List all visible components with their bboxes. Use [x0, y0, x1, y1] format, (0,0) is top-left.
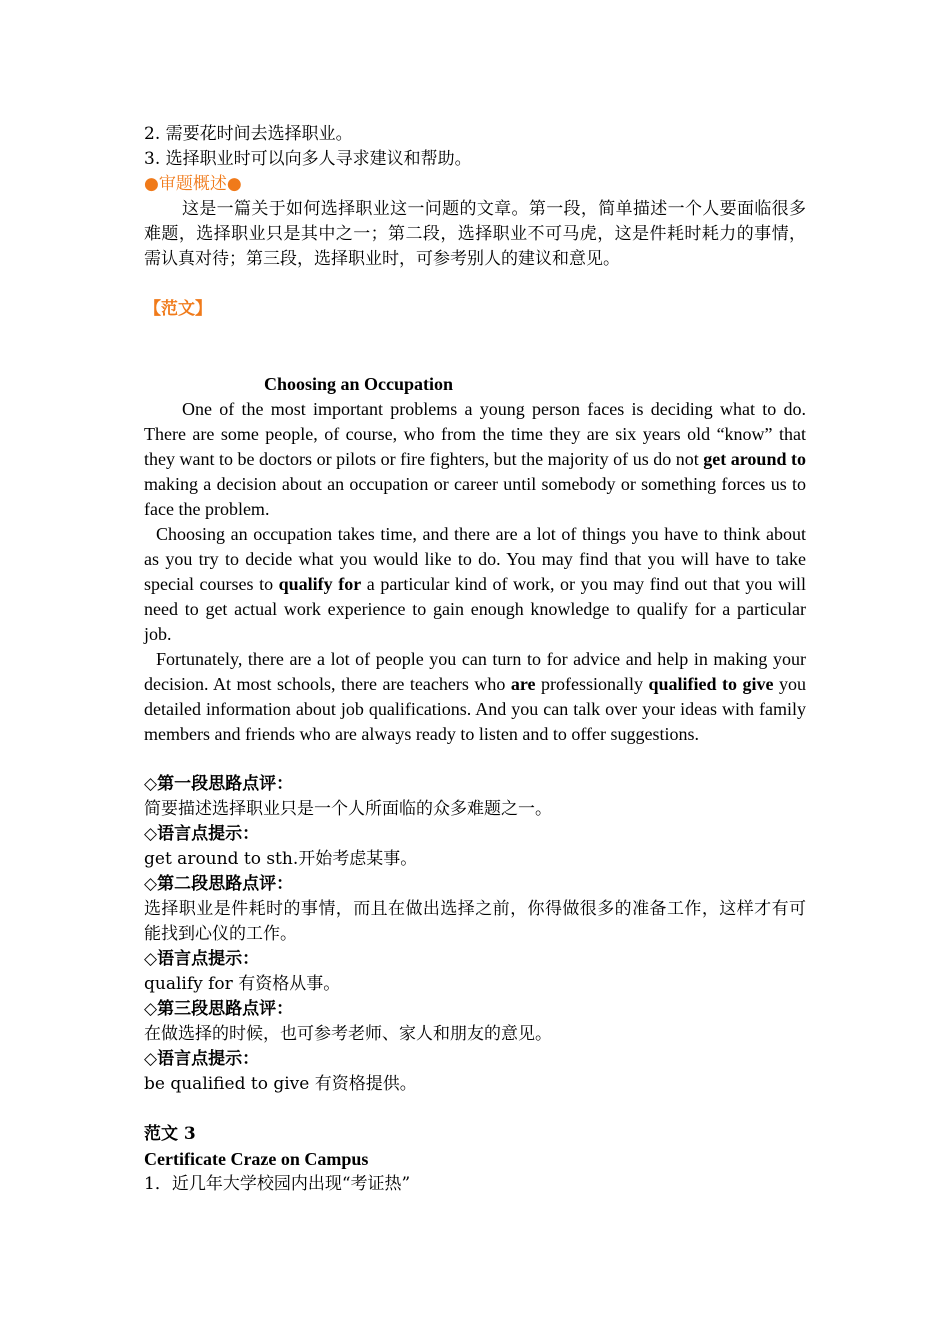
comment-heading-2: ◇语言点提示： — [144, 824, 260, 844]
comment-text-2: get around to sth.开始考虑某事。 — [144, 849, 418, 869]
analysis-heading: ●审题概述● — [144, 174, 242, 194]
comment-text-3: 选择职业是件耗时的事情，而且在做出选择之前，你得做很多的准备工作，这样才有可能找到心仪的工作。 — [144, 899, 806, 944]
phrase-are: are — [510, 674, 536, 694]
sample3-title: Certificate Craze on Campus — [144, 1149, 369, 1169]
essay-title: Choosing an Occupation — [264, 374, 454, 394]
comment-heading-6: ◇语言点提示： — [144, 1049, 260, 1069]
list-item-2: 2. 需要花时间去选择职业。 — [144, 124, 353, 144]
comment-heading-3: ◇第二段思路点评： — [144, 874, 294, 894]
sample-label: 【范文】 — [144, 299, 212, 319]
comment-text-5: 在做选择的时候，也可参考老师、家人和朋友的意见。 — [144, 1024, 552, 1044]
essay-paragraph-2: Choosing an occupation takes time, and there are a lot of things you have to think about as you try to decide what you would like to do. You may find that you will have to take special courses to qualify for a particular kind of work, or you may find out that you will need to get actual work experience to gain enough knowledge to qualify for a particular job. — [144, 524, 806, 644]
phrase-qualify-for: qualify for — [278, 574, 362, 594]
essay-paragraph-3: Fortunately, there are a lot of people you can turn to for advice and help in making your decision. At most schools, there are teachers who are professionally qualified to give you detailed information about job qualifications. And you can talk over your ideas with family members and friends who are always ready to listen and to offer suggestions. — [144, 649, 807, 744]
comment-text-6: be qualified to give 有资格提供。 — [144, 1074, 417, 1094]
sample3-label: 范文 3 — [144, 1124, 196, 1144]
phrase-qualified-to-give: qualified to give — [648, 674, 774, 694]
list-item-3: 3. 选择职业时可以向多人寻求建议和帮助。 — [144, 149, 472, 169]
document-page — [144, 122, 806, 1197]
comment-heading-4: ◇语言点提示： — [144, 949, 260, 969]
comment-heading-1: ◇第一段思路点评： — [144, 774, 294, 794]
comment-text-4: qualify for 有资格从事。 — [144, 974, 341, 994]
analysis-paragraph: 这是一篇关于如何选择职业这一问题的文章。第一段，简单描述一个人要面临很多难题，选择职业只是其中之一；第二段，选择职业不可马虎，这是件耗时耗力的事情，需认真对待；第三段，选择职业时，可参考别人的建议和意见。 — [144, 199, 806, 269]
sample3-item-1: 1．近几年大学校园内出现“考证热” — [144, 1174, 411, 1194]
essay-paragraph-1: One of the most important problems a young person faces is deciding what to do. There are some people, of course, who from the time they are six years old “know” that they want to be doctors or pilots or fire fighters, but the majority of us do not get around to making a decision about an occupation or career until somebody or something forces us to face the problem. — [144, 399, 806, 519]
phrase-get-around-to: get around to — [703, 449, 806, 469]
comment-heading-5: ◇第三段思路点评： — [144, 999, 294, 1019]
comment-text-1: 简要描述选择职业只是一个人所面临的众多难题之一。 — [144, 799, 552, 819]
